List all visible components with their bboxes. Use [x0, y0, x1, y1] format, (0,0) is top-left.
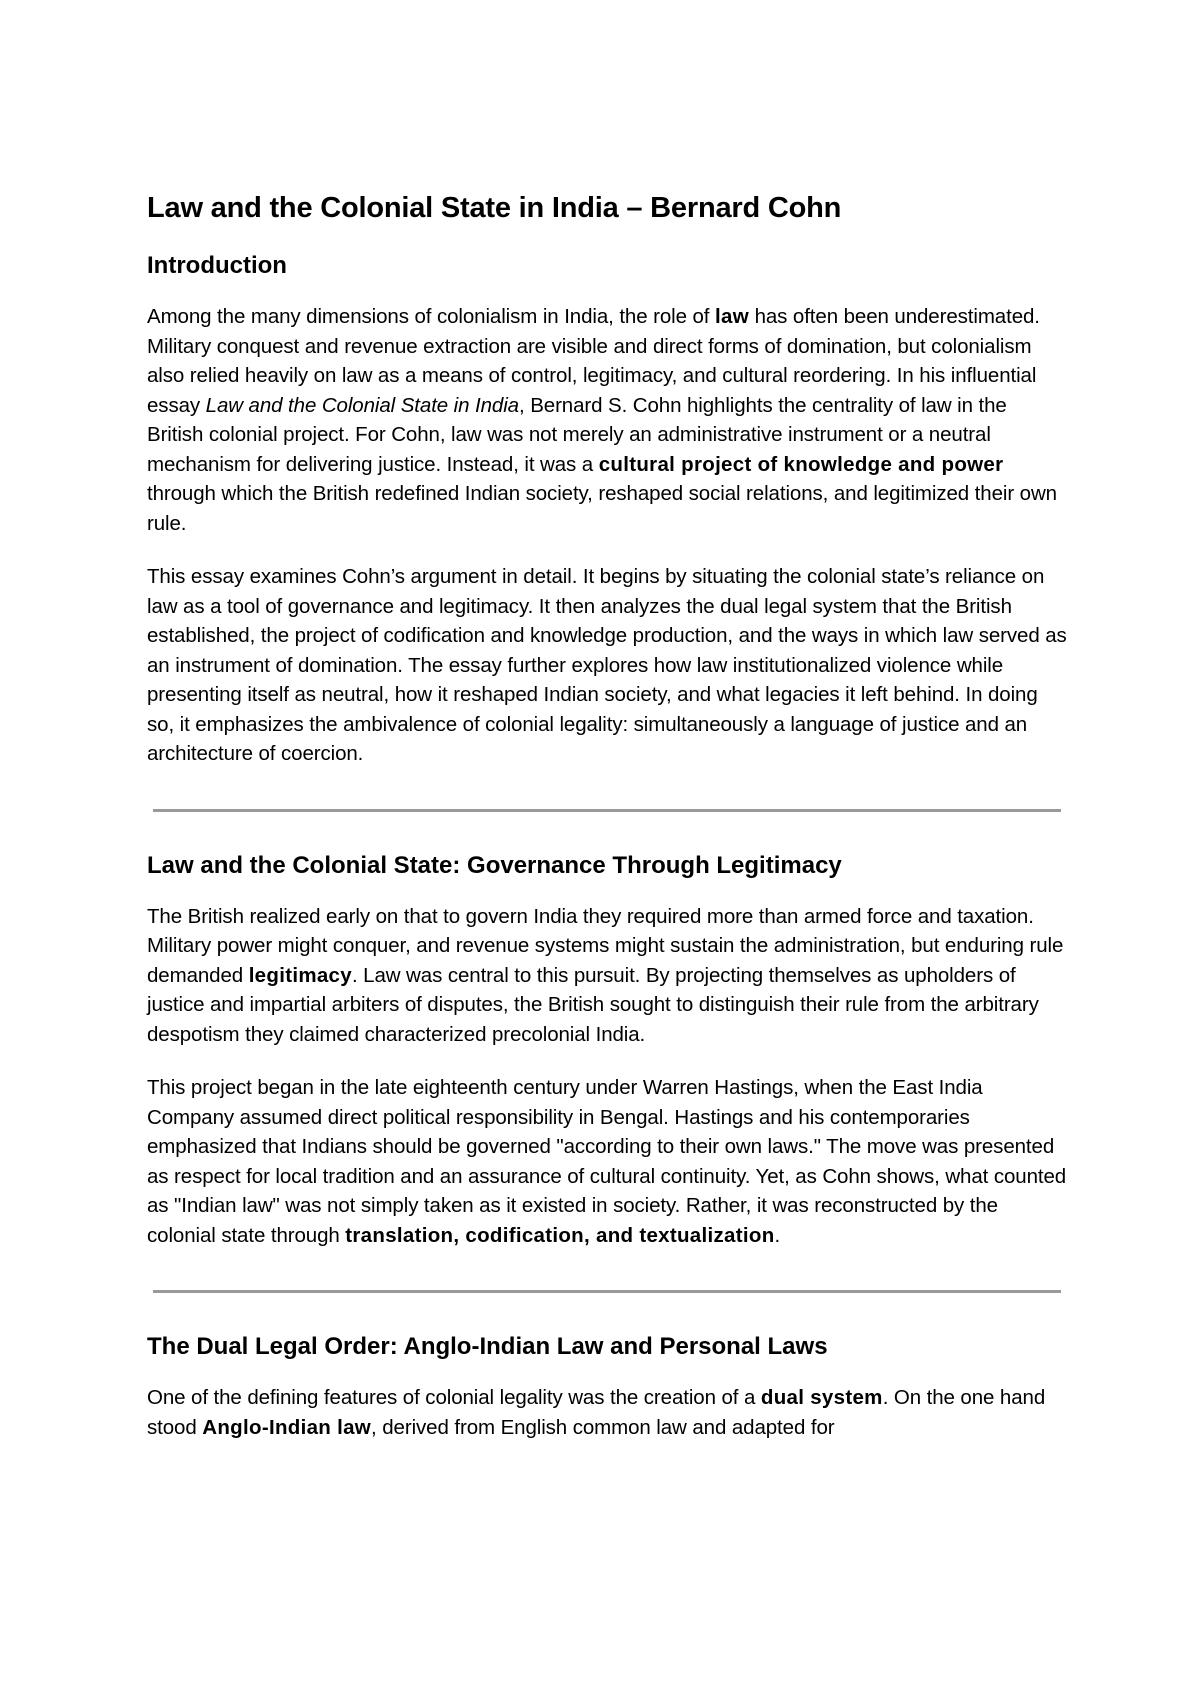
section-divider — [153, 1290, 1061, 1293]
section-2-heading: The Dual Legal Order: Anglo-Indian Law and Personal Laws — [147, 1333, 828, 1360]
bold-term-translation: translation, codification, and textualization — [345, 1223, 775, 1247]
text-run: This project began in the late eighteenth century under Warren Hastings, when the East India Company assumed direct political responsibility in Bengal. Hastings and his contemporaries emphasized that Indians should be governed "according to their own laws." The move was presented as respect for local tradition and an assurance of cultural continuity. Yet, as Cohn shows, what counted as "Indian law" was not simply taken as it existed in society. Rather, it was reconstructed by the colonial state through — [147, 1076, 1067, 1247]
text-run: The British realized early on that to govern India they required more than armed force and taxation. Military power might conquer, and revenue systems might sustain the administration, but enduring rule demanded — [147, 904, 1064, 987]
intro-heading: Introduction — [147, 252, 287, 279]
document-page — [147, 190, 1067, 1466]
section-1-paragraph-1 — [147, 902, 1067, 1050]
bold-term-legitimacy: legitimacy — [248, 963, 352, 987]
text-run: . On the one hand stood — [147, 1386, 1046, 1439]
text-run: One of the defining features of colonial legality was the creation of a — [147, 1386, 761, 1409]
bold-term-anglo-indian-law: Anglo-Indian law — [202, 1415, 372, 1439]
section-divider — [153, 809, 1061, 812]
text-run: through which the British redefined Indian society, reshaped social relations, and legitimized their own rule. — [147, 482, 1057, 535]
intro-paragraph-1 — [147, 302, 1067, 538]
document-title: Law and the Colonial State in India – Bernard Cohn — [147, 192, 842, 224]
section-1-heading: Law and the Colonial State: Governance Through Legitimacy — [147, 851, 842, 879]
section-2-paragraph-1 — [147, 1383, 1067, 1442]
text-run: . — [774, 1223, 781, 1247]
text-run: has often been underestimated. Military conquest and revenue extraction are visible and direct forms of domination, but colonialism also relied heavily on law as a means of control, legitimacy, and cultural reordering. In his influential essay — [147, 305, 1040, 417]
intro-paragraph-2: This essay examines Cohn’s argument in detail. It begins by situating the colonial state’s reliance on law as a tool of governance and legitimacy. It then analyzes the dual legal system that the British established, the project of codification and knowledge production, and the ways in which law served as an instrument of domination. The essay further explores how law institutionalized violence while presenting itself as neutral, how it reshaped Indian society, and what legacies it left behind. In doing so, it emphasizes the ambivalence of colonial legality: simultaneously a language of justice and an architecture of coercion. — [147, 565, 1067, 765]
text-run: , Bernard S. Cohn highlights the centrality of law in the British colonial project. For Cohn, law was not merely an administrative instrument or a neutral mechanism for delivering justice. Instead, it was a — [147, 393, 1007, 476]
italic-essay-title: Law and the Colonial State in India — [205, 393, 519, 417]
text-run: . Law was central to this pursuit. By projecting themselves as upholders of justice and impartial arbiters of disputes, the British sought to distinguish their rule from the arbitrary despotism they claimed characterized precolonial India. — [147, 963, 1039, 1046]
bold-term-law: law — [715, 305, 749, 328]
section-1-paragraph-2 — [147, 1073, 1067, 1250]
bold-term-dual-system: dual system — [760, 1386, 883, 1409]
bold-term-cultural-project: cultural project of knowledge and power — [598, 452, 1004, 476]
text-run: Among the many dimensions of colonialism in India, the role of — [147, 305, 716, 328]
text-run: , derived from English common law and adapted for — [371, 1415, 835, 1439]
